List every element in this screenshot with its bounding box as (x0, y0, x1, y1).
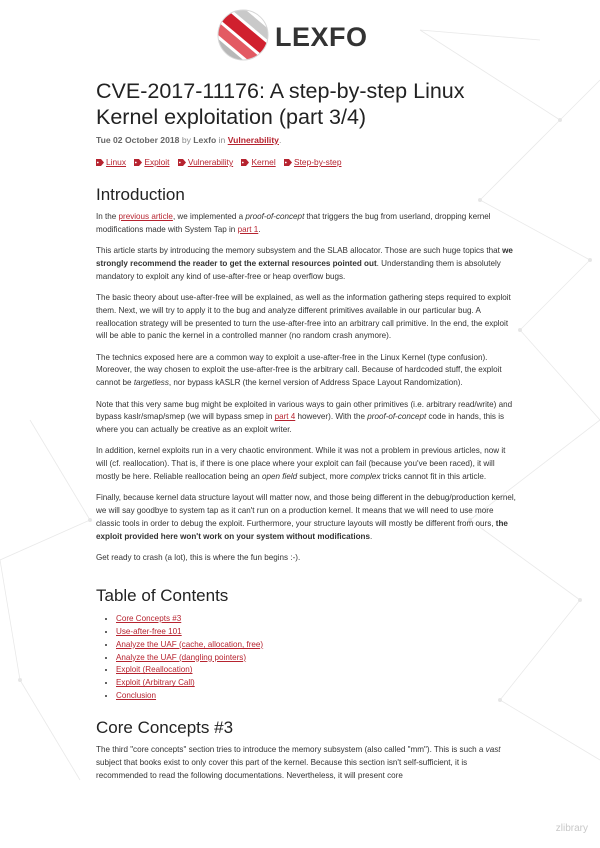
intro-paragraph-5: Note that this very same bug might be exploited in various ways to gain other primitives (i.e. arbitrary read/write) and bypass kaslr/smap/smep (we will bypass smep in part 4 however). With the proof-of-concept code in hands, this is where you can actually be creative as an exploit writer. (96, 399, 513, 435)
part-4-link[interactable]: part 4 (274, 412, 296, 422)
heading-core-concepts: Core Concepts #3 (96, 718, 234, 738)
toc-item (116, 690, 516, 703)
intro-paragraph-2: This article starts by introducing the memory subsystem and the SLAB allocator. Those are such huge topics that we strongly recommend the reader to get the external resources pointed out. Understanding them is absolutely mandatory to exploit any kind of use-after-free or heap overflow bugs. (96, 246, 513, 281)
toc-list (96, 613, 516, 703)
site-logo[interactable] (217, 8, 383, 62)
intro-paragraph-8: Get ready to crash (a lot), this is where the fun begins :-). (96, 553, 301, 563)
part-1-link[interactable]: part 1 (237, 224, 259, 234)
intro-paragraph-4: The technics exposed here are a common way to exploit a use-after-free in the Linux Kernel (type confusion). Moreover, the way chosen to exploit the use-after-free is the arbitrary call. Because of hardcoded stuff, the exploit cannot be targetless, nor bypass kASLR (the kernel version of Address Space Layout Randomization). (96, 352, 502, 388)
intro-paragraph-7: Finally, because kernel data structure layout will matter now, and those being different in the debug/production kernel, we will say goodbye to system tap as it can't run on a production kernel. It means that we will need to use more classic tools in order to debug the exploit. Furthermore, your structure layouts will mostly be different from ours, the exploit provided here won't work on your system without modifications. (96, 493, 516, 541)
logo-text: LEXFO (275, 22, 368, 52)
tag-icon (178, 159, 186, 166)
article (96, 78, 516, 783)
toc-item (116, 652, 516, 665)
intro-paragraph-1: In the previous article, we implemented a proof-of-concept that triggers the bug from userland, dropping kernel modifications made with System Tap in part 1. (96, 212, 491, 234)
toc-item (116, 613, 516, 626)
tag-icon (284, 159, 292, 166)
previous-article-link[interactable]: previous article (118, 212, 173, 221)
watermark: zlibrary (555, 823, 588, 834)
article-date: Tue 02 October 2018 (96, 135, 180, 145)
article-author: Lexfo (193, 135, 217, 145)
toc-link-conclusion[interactable]: Conclusion (116, 691, 157, 701)
logo-mark-icon (217, 8, 269, 62)
article-category-link[interactable]: Vulnerability (227, 135, 279, 145)
article-meta: Tue 02 October 2018 by Lexfo in Vulnerability. (96, 135, 282, 145)
toc-link-exploit-reallocation[interactable]: Exploit (Reallocation) (116, 665, 193, 675)
tag-icon (241, 159, 249, 166)
heading-table-of-contents: Table of Contents (96, 585, 229, 605)
intro-paragraph-3: The basic theory about use-after-free will be explained, as well as the information gathering steps required to exploit them. Next, we will try to apply it to the bug and analyze different primitives available in our particular bug. A reallocation strategy will be presented to turn the use-after-free into an arbitrary call primitive. In the end, the exploit will be able to panic the kernel in a controlled manner (no random crash anymore). (96, 292, 511, 341)
tag-kernel[interactable]: Kernel (241, 157, 275, 167)
toc-item (116, 639, 516, 652)
site-header (0, 0, 600, 68)
tag-icon (134, 159, 142, 166)
toc-link-use-after-free-101[interactable]: Use-after-free 101 (116, 626, 182, 636)
heading-introduction: Introduction (96, 185, 185, 204)
core-paragraph-1: The third "core concepts" section tries to introduce the memory subsystem (also called "mm"). This is such a vast subject that books exist to only cover this part of the kernel. Because this section isn't self-sufficient, it is recommended to read the following documentations. Nevertheless, it will present core (96, 745, 501, 780)
toc-link-core-concepts[interactable]: Core Concepts #3 (116, 613, 182, 623)
intro-paragraph-6: In addition, kernel exploits run in a very chaotic environment. While it was not a problem in previous articles, now it will (cf. reallocation). That is, if there is one place where your exploit can fail (because you've been raced), it will mostly be here. Reliable reallocation being an open field subject, more complex tricks cannot fit in this article. (96, 446, 506, 482)
tag-vulnerability[interactable]: Vulnerability (178, 157, 233, 167)
tag-icon (96, 159, 104, 166)
toc-item (116, 626, 516, 639)
article-title: CVE-2017-11176: A step-by-step Linux Kernel exploitation (part 3/4) (96, 79, 465, 129)
tag-linux[interactable]: Linux (96, 157, 126, 167)
toc-link-exploit-arbitrary-call[interactable]: Exploit (Arbitrary Call) (116, 678, 195, 688)
toc-item (116, 664, 516, 677)
tag-step-by-step[interactable]: Step-by-step (284, 157, 341, 167)
toc-link-analyze-uaf-cache[interactable]: Analyze the UAF (cache, allocation, free) (116, 639, 264, 649)
toc-link-analyze-uaf-dangling[interactable]: Analyze the UAF (dangling pointers) (116, 652, 247, 662)
tag-list (96, 156, 516, 168)
tag-exploit[interactable]: Exploit (134, 157, 169, 167)
toc-item (116, 677, 516, 690)
